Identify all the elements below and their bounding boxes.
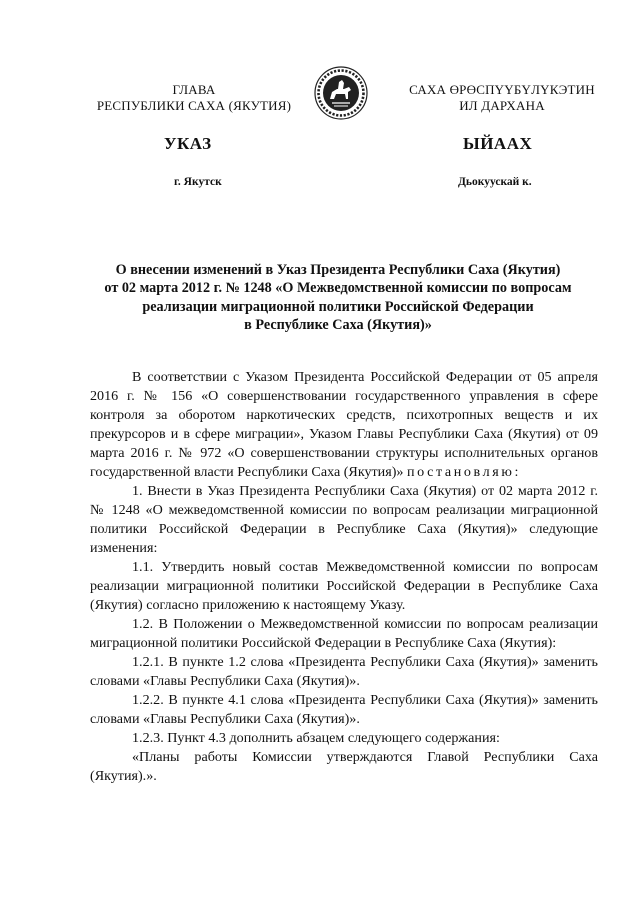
title-line: от 02 марта 2012 г. № 1248 «О Межведомственной комиссии по вопросам <box>104 280 572 297</box>
city-label-ru: г. Якутск <box>174 176 222 188</box>
quote-paragraph: «Планы работы Комиссии утверждаются Главой Республики Саха (Якутия).». <box>90 749 598 784</box>
header-left-line2: РЕСПУБЛИКИ САХА (ЯКУТИЯ) <box>96 98 292 113</box>
header-left-block <box>80 82 308 114</box>
decree-label-sakha: ЫЙААХ <box>463 134 533 153</box>
paragraph-1-2-1: 1.2.1. В пункте 1.2 слова «Президента Республики Саха (Якутия)» заменить словами «Главы Республики Саха (Якутия)». <box>90 654 598 689</box>
paragraph-1-2: 1.2. В Положении о Межведомственной комиссии по вопросам реализации миграционной политики Российской Федерации в Республике Саха (Якутия): <box>90 616 598 651</box>
paragraph-1-2-2: 1.2.2. В пункте 4.1 слова «Президента Республики Саха (Якутия)» заменить словами «Главы Республики Саха (Якутия)». <box>90 692 598 727</box>
paragraph-1-2-3: 1.2.3. Пункт 4.3 дополнить абзацем следующего содержания: <box>132 730 500 746</box>
sakha-coat-of-arms-icon <box>314 66 368 120</box>
header-left-line1: ГЛАВА <box>172 82 216 97</box>
header-right-line1: САХА ӨРӨСПҮҮБҮЛҮКЭТИН <box>409 82 595 97</box>
paragraph-1: 1. Внести в Указ Президента Республики Саха (Якутия) от 02 марта 2012 г. № 1248 «О межведомственной комиссии по вопросам реализации миграционной политики Российской Федерации в Республике Саха (Якутия)» следующие изменения: <box>90 483 598 556</box>
paragraph-1-1: 1.1. Утвердить новый состав Межведомственной комиссии по вопросам реализации миграционной политики Российской Федерации в Республике Саха (Якутия) согласно приложению к настоящему Указу. <box>90 559 598 613</box>
decree-word: постановляю: <box>406 464 521 480</box>
header-right-block <box>388 82 616 114</box>
title-line: О внесении изменений в Указ Президента Республики Саха (Якутия) <box>115 262 561 278</box>
decree-label-ru: УКАЗ <box>164 134 212 153</box>
city-label-sakha: Дьокуускай к. <box>458 176 532 188</box>
preamble-text: В соответствии с Указом Президента Российской Федерации от 05 апреля 2016 г. № 156 «О совершенствовании государственного управления в сфере контроля за оборотом наркотических средств, психотропных веществ и их прекурсоров и в сфере миграции», Указом Главы Республики Саха (Якутия) от 09 марта 2016 г. № 972 «О совершенствовании структуры исполнительных органов государственной власти Республики Саха (Якутия)» <box>90 369 598 480</box>
header-right-line2: ИЛ ДАРХАНА <box>459 98 545 113</box>
preamble-paragraph <box>90 368 598 482</box>
document-body <box>90 368 598 786</box>
document-title <box>78 261 598 334</box>
title-line: реализации миграционной политики Российской Федерации <box>142 298 534 315</box>
title-line: в Республике Саха (Якутия)» <box>244 316 432 333</box>
